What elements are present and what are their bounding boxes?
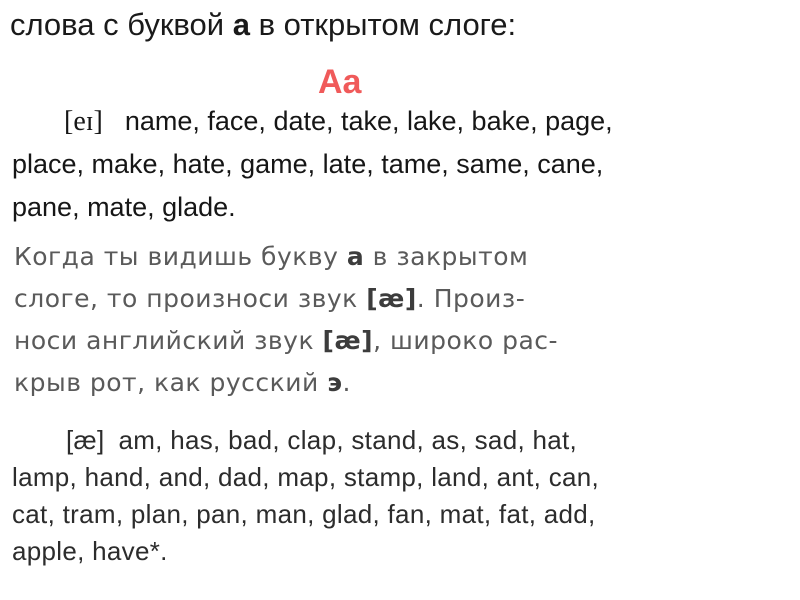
word-list: name, face, date, take, lake, bake, page, <box>124 106 613 136</box>
rule-text: в закрытом <box>364 242 529 271</box>
rule-text: слоге, то произноси звук <box>14 284 367 313</box>
rule-text: крыв рот, как русский <box>14 368 328 397</box>
rule-line <box>14 278 790 320</box>
rule-text: . Произ- <box>416 284 526 313</box>
rule-text: носи английский звук <box>14 326 323 355</box>
heading-letter: а <box>232 7 250 42</box>
phonetic-symbol: [æ] <box>66 425 105 455</box>
word-list: am, has, bad, clap, stand, as, sad, hat, <box>118 425 578 455</box>
word-line: apple, have*. <box>12 536 168 566</box>
rule-sound: [æ] <box>322 326 374 355</box>
open-syllable-words <box>12 100 788 229</box>
word-line <box>12 422 788 459</box>
rule-text: . <box>342 368 351 397</box>
rule-sound: [æ] <box>366 284 417 313</box>
word-line: place, make, hate, game, late, tame, same, cane, <box>12 149 604 179</box>
page-heading <box>10 6 790 44</box>
rule-text: Когда ты видишь букву <box>14 242 347 271</box>
phonetic-symbol: [eɪ] <box>64 106 103 137</box>
closed-syllable-words <box>12 422 788 570</box>
word-line: pane, mate, glade. <box>12 192 236 222</box>
rule-line <box>14 362 790 404</box>
word-line: cat, tram, plan, pan, man, glad, fan, mat, fat, add, <box>12 499 596 529</box>
letter-mark: Aa <box>318 63 362 101</box>
rule-text: , широко рас- <box>373 326 559 355</box>
rule-letter: э <box>327 368 343 397</box>
word-line: lamp, hand, and, dad, map, stamp, land, ant, can, <box>12 462 600 492</box>
closed-syllable-rule <box>14 236 790 404</box>
rule-line <box>14 320 790 362</box>
rule-line <box>14 236 790 278</box>
heading-text-before: слова с буквой <box>10 7 233 42</box>
rule-letter: а <box>346 242 365 271</box>
heading-text-after: в открытом слоге: <box>249 7 517 42</box>
word-line <box>12 100 788 143</box>
